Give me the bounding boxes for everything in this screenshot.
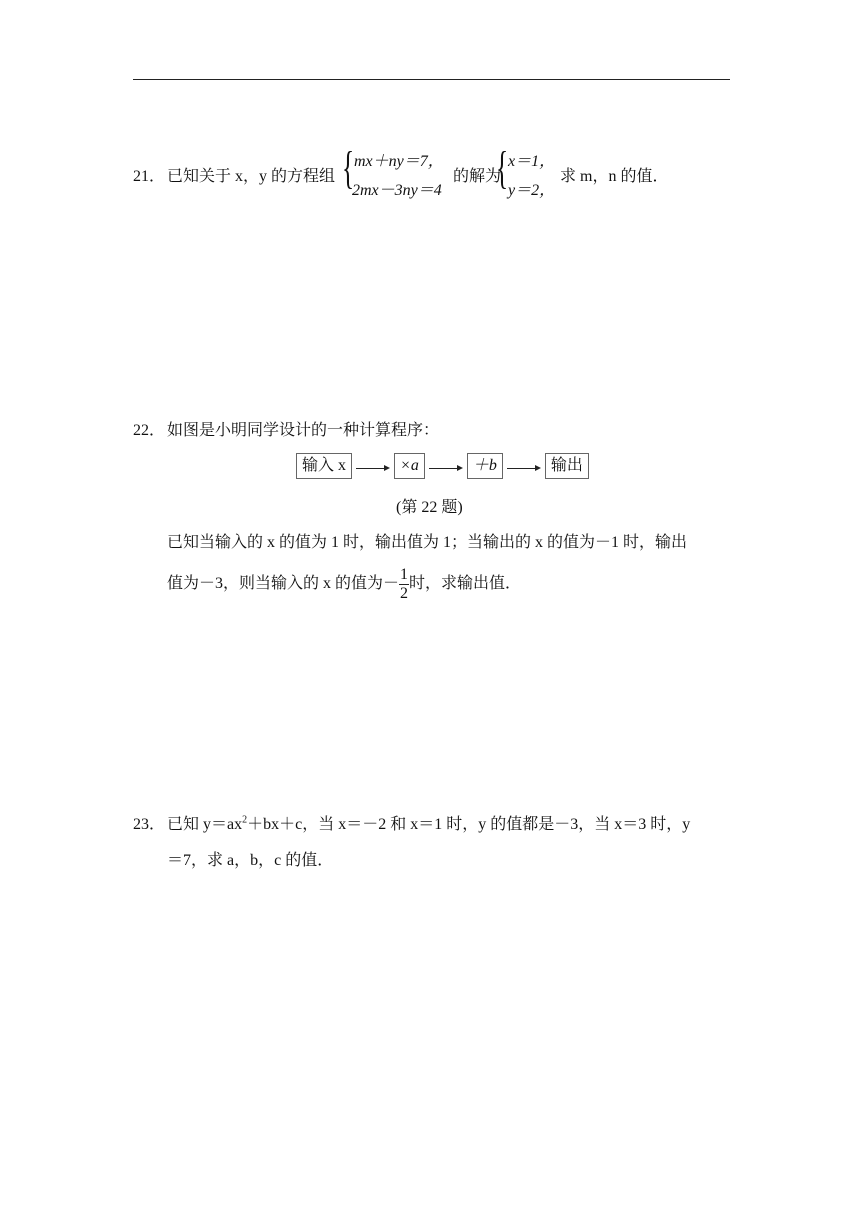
flow-arrow-2 [429,460,463,470]
q21-number: 21． [133,168,166,185]
q22-line2-start: 值为－3，则当输入的 x 的值为－ [167,574,400,592]
q22-line2-end: 时，求输出值． [409,574,522,592]
flow-box-input: 输入 x [296,453,352,479]
header-rule [133,79,730,80]
q22-fraction [399,566,409,602]
q23-line2: ＝7，求 a，b，c 的值． [167,852,334,869]
flow-box-output: 输出 [545,453,589,479]
q23-line1-start: 已知 y＝ax [167,816,243,833]
flow-box-multiply: ×a [394,453,425,479]
fraction-denominator: 2 [400,584,409,602]
q21-mid: 的解为 [453,168,502,185]
q23-line1 [167,811,690,834]
q21-lead: 已知关于 x，y 的方程组 [167,168,336,185]
q23-exponent: 2 [242,814,248,826]
q22-line2 [167,566,521,602]
q21-system-line2: 2mx－3ny＝4 [352,182,442,199]
q22-caption: (第 22 题) [396,499,463,516]
q23-number: 23． [133,816,166,833]
fraction-numerator: 1 [400,566,409,583]
q21-system-line1: mx＋ny＝7， [354,153,444,170]
q21-solution-brace: { [496,142,509,193]
flow-box-add: ＋b [467,453,503,479]
q23-line1-end: ＋bx＋c，当 x＝－2 和 x＝1 时，y 的值都是－3，当 x＝3 时，y [247,816,691,833]
flow-arrow-3 [507,460,541,470]
q22-intro: 如图是小明同学设计的一种计算程序： [167,422,440,439]
q22-number: 22． [133,422,166,439]
flow-arrow-1 [356,460,390,470]
q21-solution-line2: y＝2， [508,182,556,199]
q22-line1: 已知当输入的 x 的值为 1 时，输出值为 1；当输出的 x 的值为－1 时，输出 [167,534,688,551]
q21-tail: 求 m，n 的值． [560,168,669,185]
q21-solution-line1: x＝1， [508,153,556,170]
q22-flowchart [296,453,589,479]
q21-system-brace: { [342,142,355,193]
